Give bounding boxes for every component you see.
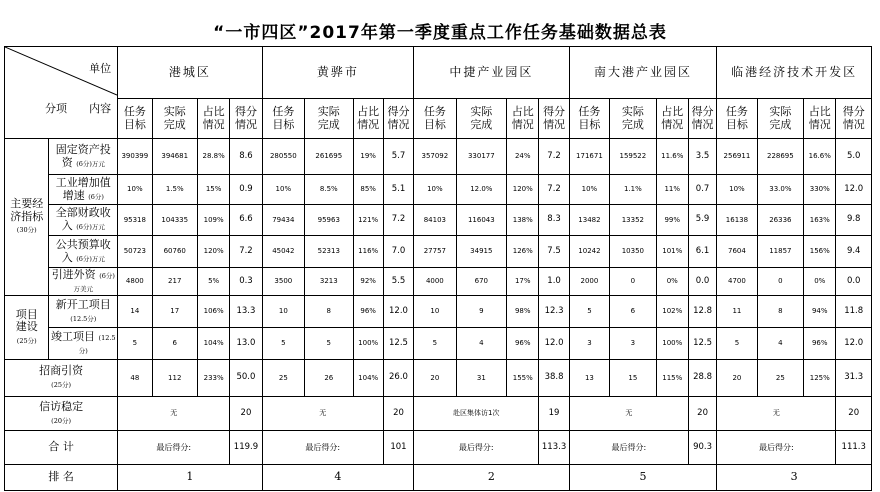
actual-value: 1.1% [610, 175, 656, 205]
task-target: 14 [118, 296, 152, 328]
rank-label: 排 名 [5, 465, 118, 491]
task-target: 20 [414, 360, 456, 397]
subheader-score: 得分 情况 [539, 99, 569, 139]
ratio-value: 163% [804, 205, 836, 236]
actual-value: 34915 [456, 236, 507, 268]
ratio-value: 85% [353, 175, 383, 205]
task-target: 16138 [717, 205, 757, 236]
task-target: 11 [717, 296, 757, 328]
score-value: 12.0 [836, 328, 872, 360]
ratio-value: 116% [353, 236, 383, 268]
task-target: 45042 [262, 236, 304, 268]
ratio-value: 99% [656, 205, 688, 236]
actual-value: 26336 [757, 205, 803, 236]
table-row [5, 236, 872, 268]
score-value: 12.5 [383, 328, 413, 360]
actual-value: 5 [305, 328, 353, 360]
ratio-value: 126% [507, 236, 539, 268]
task-target: 280550 [262, 139, 304, 175]
task-target: 10242 [569, 236, 609, 268]
subheader-actual: 实际 完成 [456, 99, 507, 139]
subheader-task: 任务 目标 [717, 99, 757, 139]
corner-item-label: 分项 [45, 102, 67, 115]
score-value: 12.5 [688, 328, 716, 360]
score-value: 5.1 [383, 175, 413, 205]
actual-value: 8 [305, 296, 353, 328]
petition-score: 20 [383, 397, 413, 431]
petition-score: 20 [688, 397, 716, 431]
final-score-label: 最后得分: [118, 431, 230, 465]
indicator-fiscal: 全部财政收 入 (6分)万元 [49, 205, 118, 236]
ratio-value: 15% [197, 175, 229, 205]
ratio-value: 11% [656, 175, 688, 205]
corner-content-label: 内容 [89, 102, 112, 115]
rank-value: 3 [717, 465, 872, 491]
final-score-label: 最后得分: [414, 431, 539, 465]
subheader-score: 得分 情况 [383, 99, 413, 139]
score-value: 12.3 [539, 296, 569, 328]
rank-value: 2 [414, 465, 570, 491]
category-project-construction: 项目 建设 (25分) [5, 296, 49, 360]
score-value: 7.5 [539, 236, 569, 268]
final-score-label: 最后得分: [569, 431, 688, 465]
task-target: 4800 [118, 268, 152, 296]
task-target: 10% [118, 175, 152, 205]
ratio-value: 28.8% [197, 139, 229, 175]
table-row [5, 397, 872, 431]
actual-value: 261695 [305, 139, 353, 175]
score-value: 12.8 [688, 296, 716, 328]
score-value: 0.3 [230, 268, 262, 296]
actual-value: 116043 [456, 205, 507, 236]
district-header: 港城区 [118, 47, 262, 99]
ratio-value: 100% [353, 328, 383, 360]
score-value: 8.3 [539, 205, 569, 236]
category-investment: 招商引资 (25分) [5, 360, 118, 397]
actual-value: 4 [757, 328, 803, 360]
task-target: 25 [262, 360, 304, 397]
actual-value: 15 [610, 360, 656, 397]
actual-value: 0 [757, 268, 803, 296]
table-row [5, 139, 872, 175]
task-target: 5 [262, 328, 304, 360]
subheader-score: 得分 情况 [230, 99, 262, 139]
score-value: 12.0 [539, 328, 569, 360]
district-header: 南大港产业园区 [569, 47, 717, 99]
score-value: 0.0 [836, 268, 872, 296]
score-value: 9.4 [836, 236, 872, 268]
actual-value: 33.0% [757, 175, 803, 205]
actual-value: 10350 [610, 236, 656, 268]
subheader-actual: 实际 完成 [305, 99, 353, 139]
indicator-budget: 公共预算收 入 (6分)万元 [49, 236, 118, 268]
ratio-value: 24% [507, 139, 539, 175]
task-target: 10% [414, 175, 456, 205]
ratio-value: 104% [197, 328, 229, 360]
ratio-value: 156% [804, 236, 836, 268]
ratio-value: 102% [656, 296, 688, 328]
table-row [5, 296, 872, 328]
score-value: 5.7 [383, 139, 413, 175]
actual-value: 159522 [610, 139, 656, 175]
score-value: 7.2 [539, 175, 569, 205]
final-score-value: 111.3 [836, 431, 872, 465]
actual-value: 104335 [152, 205, 197, 236]
subheader-score: 得分 情况 [836, 99, 872, 139]
actual-value: 228695 [757, 139, 803, 175]
ratio-value: 5% [197, 268, 229, 296]
subheader-ratio: 占比 情况 [804, 99, 836, 139]
score-value: 38.8 [539, 360, 569, 397]
task-target: 27757 [414, 236, 456, 268]
ratio-value: 94% [804, 296, 836, 328]
ratio-value: 96% [804, 328, 836, 360]
ratio-value: 233% [197, 360, 229, 397]
actual-value: 4 [456, 328, 507, 360]
category-petition: 信访稳定 (20分) [5, 397, 118, 431]
subheader-task: 任务 目标 [118, 99, 152, 139]
actual-value: 112 [152, 360, 197, 397]
score-value: 7.2 [230, 236, 262, 268]
score-value: 5.9 [688, 205, 716, 236]
task-target: 171671 [569, 139, 609, 175]
ratio-value: 17% [507, 268, 539, 296]
rank-value: 4 [262, 465, 414, 491]
ratio-value: 101% [656, 236, 688, 268]
actual-value: 670 [456, 268, 507, 296]
indicator-fixed: 固定资产投 资 (6分)万元 [49, 139, 118, 175]
task-target: 10 [262, 296, 304, 328]
task-target: 5 [414, 328, 456, 360]
petition-status: 赴区集体访1次 [414, 397, 539, 431]
summary-table [4, 46, 872, 492]
subheader-task: 任务 目标 [262, 99, 304, 139]
actual-value: 330177 [456, 139, 507, 175]
actual-value: 1.5% [152, 175, 197, 205]
actual-value: 9 [456, 296, 507, 328]
ratio-value: 330% [804, 175, 836, 205]
petition-score: 20 [836, 397, 872, 431]
task-target: 50723 [118, 236, 152, 268]
actual-value: 394681 [152, 139, 197, 175]
ratio-value: 138% [507, 205, 539, 236]
score-value: 11.8 [836, 296, 872, 328]
ratio-value: 121% [353, 205, 383, 236]
score-value: 28.8 [688, 360, 716, 397]
table-row [5, 360, 872, 397]
task-target: 357092 [414, 139, 456, 175]
score-value: 50.0 [230, 360, 262, 397]
subheader-score: 得分 情况 [688, 99, 716, 139]
actual-value: 25 [757, 360, 803, 397]
final-score-value: 113.3 [539, 431, 569, 465]
subheader-ratio: 占比 情况 [197, 99, 229, 139]
ratio-value: 92% [353, 268, 383, 296]
district-header: 中捷产业园区 [414, 47, 570, 99]
rank-value: 5 [569, 465, 717, 491]
table-row [5, 175, 872, 205]
actual-value: 8.5% [305, 175, 353, 205]
task-target: 20 [717, 360, 757, 397]
actual-value: 95963 [305, 205, 353, 236]
ratio-value: 100% [656, 328, 688, 360]
task-target: 3 [569, 328, 609, 360]
corner-diagonal-line [5, 47, 117, 139]
actual-value: 26 [305, 360, 353, 397]
task-target: 5 [717, 328, 757, 360]
ratio-value: 115% [656, 360, 688, 397]
score-value: 6.1 [688, 236, 716, 268]
score-value: 31.3 [836, 360, 872, 397]
ratio-value: 98% [507, 296, 539, 328]
ratio-value: 120% [197, 236, 229, 268]
score-value: 26.0 [383, 360, 413, 397]
task-target: 2000 [569, 268, 609, 296]
score-value: 7.2 [539, 139, 569, 175]
corner-header-cell [5, 47, 118, 139]
actual-value: 3 [610, 328, 656, 360]
category-main-indicators: 主要经 济指标 (30分) [5, 139, 49, 296]
petition-score: 20 [230, 397, 262, 431]
actual-value: 217 [152, 268, 197, 296]
subheader-task: 任务 目标 [414, 99, 456, 139]
ratio-value: 11.6% [656, 139, 688, 175]
ratio-value: 16.6% [804, 139, 836, 175]
actual-value: 6 [152, 328, 197, 360]
indicator-new-project: 新开工项目 (12.5分) [49, 296, 118, 328]
task-target: 256911 [717, 139, 757, 175]
page-title: “一市四区”2017年第一季度重点工作任务基础数据总表 [213, 23, 667, 43]
data-grid [4, 46, 872, 491]
score-value: 7.0 [383, 236, 413, 268]
final-score-value: 101 [383, 431, 413, 465]
task-target: 84103 [414, 205, 456, 236]
task-target: 10% [717, 175, 757, 205]
petition-status: 无 [262, 397, 383, 431]
district-header: 黄骅市 [262, 47, 414, 99]
actual-value: 13352 [610, 205, 656, 236]
score-value: 7.2 [383, 205, 413, 236]
subheader-actual: 实际 完成 [757, 99, 803, 139]
score-value: 6.6 [230, 205, 262, 236]
task-target: 13 [569, 360, 609, 397]
ratio-value: 0% [656, 268, 688, 296]
indicator-industry: 工业增加值 增速 (6分) [49, 175, 118, 205]
ratio-value: 96% [507, 328, 539, 360]
actual-value: 0 [610, 268, 656, 296]
indicator-foreign: 引进外资 (6分)万美元 [49, 268, 118, 296]
score-value: 3.5 [688, 139, 716, 175]
district-header: 临港经济技术开发区 [717, 47, 872, 99]
table-row [5, 328, 872, 360]
subheader-ratio: 占比 情况 [656, 99, 688, 139]
ratio-value: 120% [507, 175, 539, 205]
task-target: 7604 [717, 236, 757, 268]
corner-unit-label: 单位 [89, 62, 112, 75]
ratio-value: 104% [353, 360, 383, 397]
score-value: 5.0 [836, 139, 872, 175]
ratio-value: 19% [353, 139, 383, 175]
score-value: 0.9 [230, 175, 262, 205]
task-target: 5 [569, 296, 609, 328]
actual-value: 6 [610, 296, 656, 328]
total-label: 合 计 [5, 431, 118, 465]
score-value: 0.7 [688, 175, 716, 205]
ratio-value: 96% [353, 296, 383, 328]
score-value: 12.0 [836, 175, 872, 205]
ratio-value: 125% [804, 360, 836, 397]
table-row-total [5, 431, 872, 465]
task-target: 5 [118, 328, 152, 360]
score-value: 1.0 [539, 268, 569, 296]
final-score-label: 最后得分: [262, 431, 383, 465]
petition-score: 19 [539, 397, 569, 431]
final-score-label: 最后得分: [717, 431, 836, 465]
task-target: 4000 [414, 268, 456, 296]
task-target: 48 [118, 360, 152, 397]
score-value: 8.6 [230, 139, 262, 175]
subheader-ratio: 占比 情况 [353, 99, 383, 139]
ratio-value: 109% [197, 205, 229, 236]
score-value: 5.5 [383, 268, 413, 296]
subheader-ratio: 占比 情况 [507, 99, 539, 139]
final-score-value: 90.3 [688, 431, 716, 465]
ratio-value: 155% [507, 360, 539, 397]
task-target: 10 [414, 296, 456, 328]
subheader-actual: 实际 完成 [152, 99, 197, 139]
score-value: 13.3 [230, 296, 262, 328]
actual-value: 60760 [152, 236, 197, 268]
task-target: 4700 [717, 268, 757, 296]
score-value: 13.0 [230, 328, 262, 360]
actual-value: 8 [757, 296, 803, 328]
petition-status: 无 [717, 397, 836, 431]
ratio-value: 0% [804, 268, 836, 296]
score-value: 12.0 [383, 296, 413, 328]
task-target: 95318 [118, 205, 152, 236]
petition-status: 无 [569, 397, 688, 431]
ratio-value: 106% [197, 296, 229, 328]
petition-status: 无 [118, 397, 230, 431]
table-row [5, 205, 872, 236]
actual-value: 31 [456, 360, 507, 397]
table-row [5, 268, 872, 296]
subheader-task: 任务 目标 [569, 99, 609, 139]
actual-value: 11857 [757, 236, 803, 268]
actual-value: 3213 [305, 268, 353, 296]
score-value: 0.0 [688, 268, 716, 296]
rank-value: 1 [118, 465, 262, 491]
task-target: 10% [569, 175, 609, 205]
task-target: 390399 [118, 139, 152, 175]
task-target: 79434 [262, 205, 304, 236]
final-score-value: 119.9 [230, 431, 262, 465]
task-target: 10% [262, 175, 304, 205]
task-target: 13482 [569, 205, 609, 236]
actual-value: 17 [152, 296, 197, 328]
indicator-done-project: 竣工项目 (12.5分) [49, 328, 118, 360]
actual-value: 12.0% [456, 175, 507, 205]
task-target: 3500 [262, 268, 304, 296]
actual-value: 52313 [305, 236, 353, 268]
table-row-rank [5, 465, 872, 491]
subheader-actual: 实际 完成 [610, 99, 656, 139]
score-value: 9.8 [836, 205, 872, 236]
